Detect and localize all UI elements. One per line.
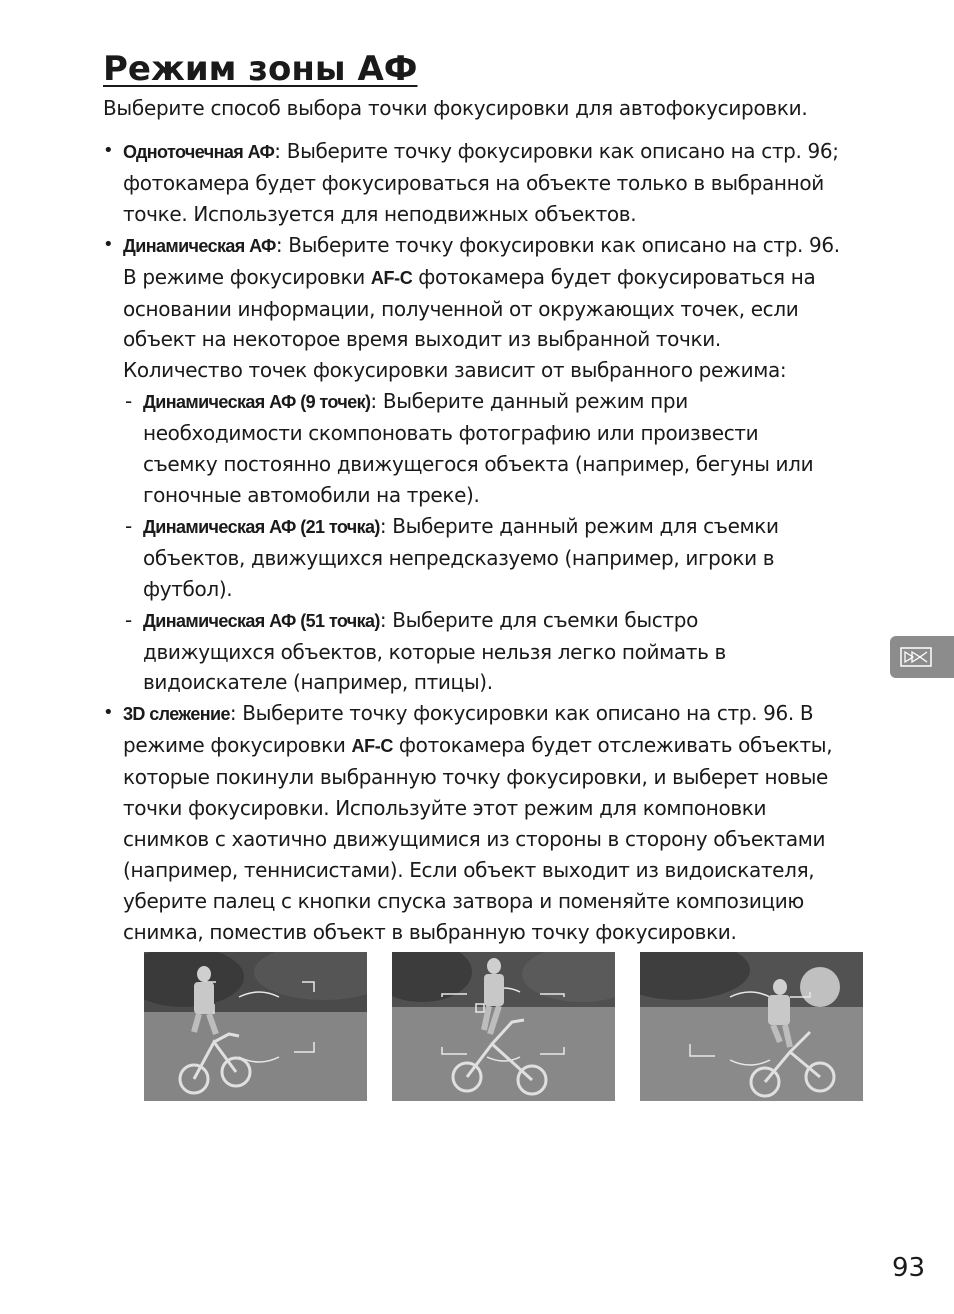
cyclist-photo-icon [144,952,367,1101]
term-9-points: Динамическая АФ (9 точек) [143,392,371,413]
cyclist-photo-icon [640,952,863,1101]
sublist-item-51-points: - Динамическая АФ (51 точка): Выберите для съемки быстро движущихся объектов, которые нельзя легко поймать в видоискателе (например, птицы). [123,605,893,699]
list-item-3d-tracking: • 3D слежение: Выберите точку фокусировки как описано на стр. 96. В режиме фокусировки AF-C фотокамера будет отслеживать объекты, которые покинули выбранную точку фокусировки, и выберет новые точки фокусировки. Используйте этот режим для компоновки снимков с хаотично движущимися из стороны в сторону объектами (например, теннисистами). Если объект выходит из видоискателя, уберите палец с кнопки спуска затвора и поменяйте композицию снимка, поместив объект в выбранную точку фокусировки. [103,698,893,947]
list-item-dynamic: • Динамическая АФ: Выберите точку фокусировки как описано на стр. 96. В режиме фокусировки AF-C фотокамера будет фокусироваться на основании информации, полученной от окружающих точек, если объект на некоторое время выходит из выбранной точки. Количество точек фокусировки зависит от выбранного режима: - Динамическая АФ (9 точек): Выберите данный режим при необходимости скомпоновать фотографию или произвести съемку постоянно движущегося объекта (например, бегуны или гоночные автомобили на треке). - Динамическая АФ (21 точка): Выберите данный режим для съемки объектов, движущихся непредсказуемо (например, игроки в футбол). - Динамическая АФ (51 точка): Выберите для съемки быстро движущихся объектов, которые нельзя легко поймать в видоискателе (например, птицы). [103,230,893,699]
afc-label: AF-C [351,736,393,757]
mode-list [103,136,893,948]
list-item-single-point: • Одноточечная АФ: Выберите точку фокусировки как описано на стр. 96; фотокамера будет фокусироваться на объекте только в выбранной точке. Используется для неподвижных объектов. [103,136,893,230]
term-single-point: Одноточечная АФ [123,142,275,162]
afc-label: AF-C [370,267,413,288]
af-tab-icon [900,645,934,669]
cyclist-photo-icon [392,952,615,1101]
page-title: Режим зоны АФ [103,49,418,89]
cyclist-photo-2 [392,952,615,1101]
content [103,136,893,948]
cyclist-photo-1 [144,952,367,1101]
sublist-item-21-points: - Динамическая АФ (21 точка): Выберите данный режим для съемки объектов, движущихся непредсказуемо (например, игроки в футбол). [123,511,893,605]
term-3d-tracking: 3D слежение [123,704,230,725]
page-number: 93 [892,1253,926,1283]
dynamic-sublist [123,386,893,698]
term-51-points: Динамическая АФ (51 точка) [143,610,380,631]
cyclist-photo-3 [640,952,863,1101]
term-dynamic: Динамическая АФ [123,235,276,256]
section-tab[interactable] [890,636,954,678]
sublist-item-9-points: - Динамическая АФ (9 точек): Выберите данный режим при необходимости скомпоновать фотографию или произвести съемку постоянно движущегося объекта (например, бегуны или гоночные автомобили на треке). [123,386,893,511]
intro-text: Выберите способ выбора точки фокусировки для автофокусировки. [103,96,808,120]
term-21-points: Динамическая АФ (21 точка) [143,516,380,537]
